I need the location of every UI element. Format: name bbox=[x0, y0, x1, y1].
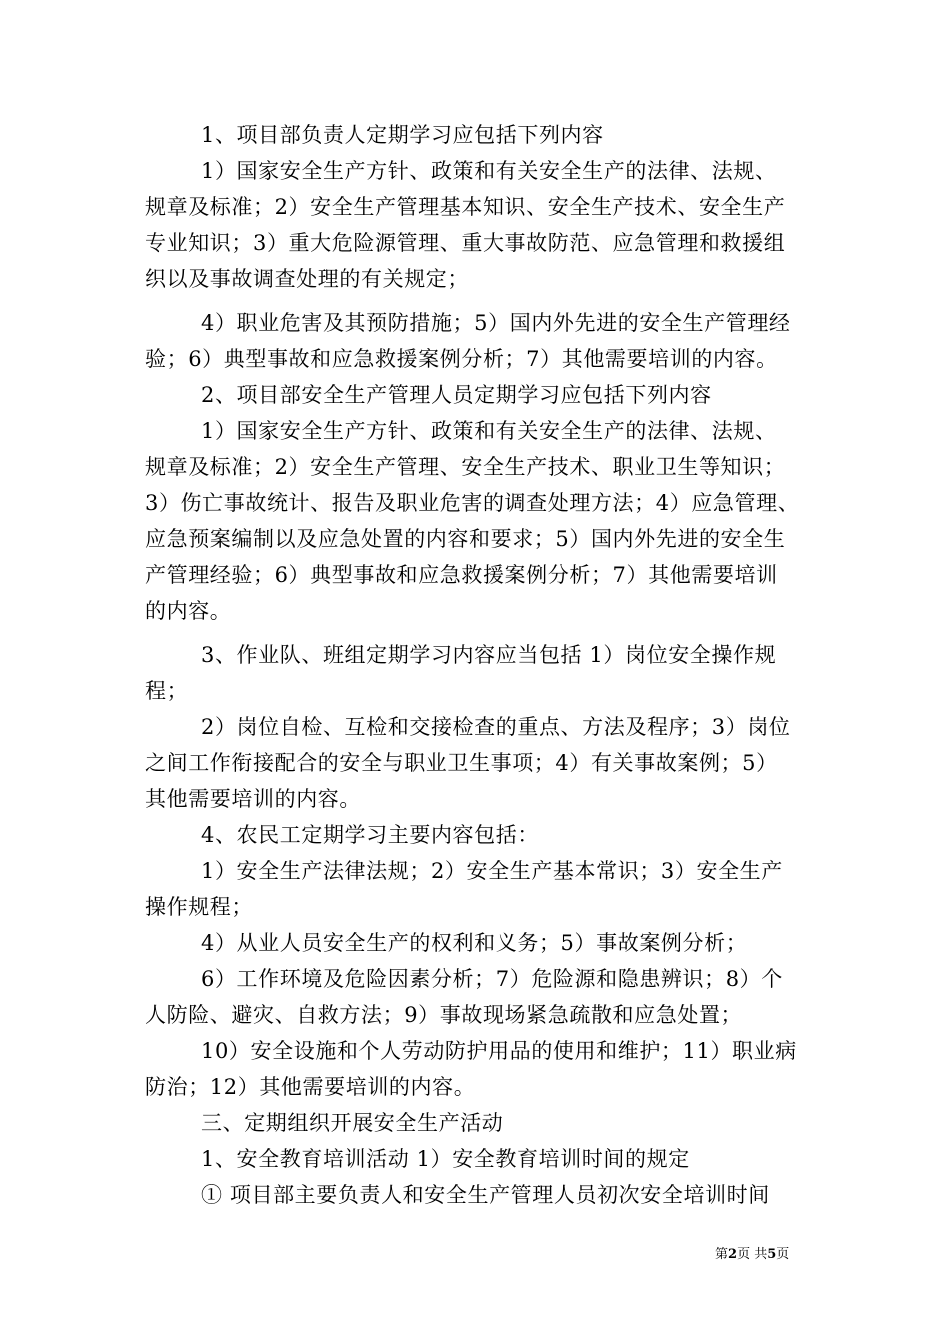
paragraph-line: 验；6）典型事故和应急救援案例分析；7）其他需要培训的内容。 bbox=[145, 347, 778, 371]
heading-section-3: 3、作业队、班组定期学习内容应当包括 1）岗位安全操作规 bbox=[201, 643, 777, 667]
heading-subsection: 1、安全教育培训活动 1）安全教育培训时间的规定 bbox=[201, 1147, 690, 1171]
page-footer bbox=[715, 1246, 789, 1264]
paragraph-line: 操作规程； bbox=[145, 895, 253, 919]
current-page-number: 2 bbox=[728, 1247, 738, 1262]
paragraph-line: 专业知识；3）重大危险源管理、重大事故防范、应急管理和救援组 bbox=[145, 231, 786, 255]
paragraph-line: 应急预案编制以及应急处置的内容和要求；5）国内外先进的安全生 bbox=[145, 527, 786, 551]
heading-section-2: 2、项目部安全生产管理人员定期学习应包括下列内容 bbox=[201, 383, 712, 407]
paragraph-line: 规章及标准；2）安全生产管理基本知识、安全生产技术、安全生产 bbox=[145, 195, 786, 219]
paragraph-line: 1）国家安全生产方针、政策和有关安全生产的法律、法规、 bbox=[201, 419, 777, 443]
paragraph-line: 织以及事故调查处理的有关规定； bbox=[145, 267, 469, 291]
heading-section-1: 1、项目部负责人定期学习应包括下列内容 bbox=[201, 123, 604, 147]
paragraph-line: 3）伤亡事故统计、报告及职业危害的调查处理方法；4）应急管理、 bbox=[145, 491, 800, 515]
paragraph-line: 程； bbox=[145, 679, 189, 703]
heading-part-3: 三、定期组织开展安全生产活动 bbox=[201, 1111, 504, 1135]
paragraph-line: 其他需要培训的内容。 bbox=[145, 787, 361, 811]
footer-prefix: 第 bbox=[715, 1247, 729, 1262]
paragraph-line: 1）安全生产法律法规；2）安全生产基本常识；3）安全生产 bbox=[201, 859, 783, 883]
paragraph-line: 4）职业危害及其预防措施；5）国内外先进的安全生产管理经 bbox=[201, 311, 791, 335]
paragraph-line: 1）国家安全生产方针、政策和有关安全生产的法律、法规、 bbox=[201, 159, 777, 183]
paragraph-line: 的内容。 bbox=[145, 599, 232, 623]
paragraph-line: ① 项目部主要负责人和安全生产管理人员初次安全培训时间 bbox=[201, 1183, 770, 1207]
paragraph-line: 规章及标准；2）安全生产管理、安全生产技术、职业卫生等知识； bbox=[145, 455, 786, 479]
paragraph-line: 2）岗位自检、互检和交接检查的重点、方法及程序；3）岗位 bbox=[201, 715, 791, 739]
total-pages-number: 5 bbox=[767, 1247, 777, 1262]
paragraph-line: 6）工作环境及危险因素分析；7）危险源和隐患辨识；8）个 bbox=[201, 967, 783, 991]
footer-suffix: 页 bbox=[776, 1247, 790, 1262]
paragraph-line: 人防险、避灾、自救方法；9）事故现场紧急疏散和应急处置； bbox=[145, 1003, 743, 1027]
paragraph-line: 防治；12）其他需要培训的内容。 bbox=[145, 1075, 476, 1099]
paragraph-line: 之间工作衔接配合的安全与职业卫生事项；4）有关事故案例；5） bbox=[145, 751, 778, 775]
paragraph-line: 10）安全设施和个人劳动防护用品的使用和维护；11）职业病 bbox=[201, 1039, 797, 1063]
heading-section-4: 4、农民工定期学习主要内容包括： bbox=[201, 823, 539, 847]
footer-middle: 页 共 bbox=[737, 1247, 768, 1262]
paragraph-line: 产管理经验；6）典型事故和应急救援案例分析；7）其他需要培训 bbox=[145, 563, 778, 587]
paragraph-line: 4）从业人员安全生产的权利和义务；5）事故案例分析； bbox=[201, 931, 748, 955]
